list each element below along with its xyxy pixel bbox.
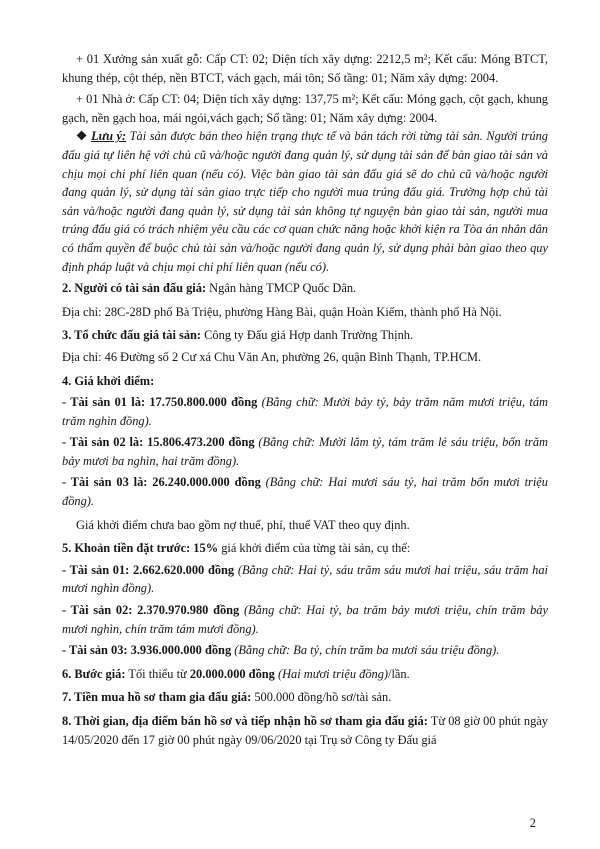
step-post: /lần. [388,666,410,681]
fee-value: 500.000 đồng/hồ sơ/tài sản. [251,690,392,705]
start-price-note: Giá khởi điểm chưa bao gồm nợ thuế, phí, thuế VAT theo quy định. [76,517,410,532]
org-heading: 3. Tổ chức đấu giá tài sản: [62,328,202,343]
start-price-words: (Bằng chữ: Mười bảy tỷ, bảy trăm năm mươi triệu, tám trăm nghìn đồng). [62,395,548,428]
note-paragraph [62,127,548,276]
org-line [62,326,548,345]
start-price-amount: - Tài sản 01 là: 17.750.800.000 đồng [62,395,258,410]
start-price-item-2 [62,433,548,470]
start-price-amount: - Tài sản 03 là: 26.240.000.000 đồng [62,475,261,490]
time-place-heading: 8. Thời gian, địa điểm bán hồ sơ và tiếp nhận hồ sơ tham gia đấu giá: [62,714,428,728]
note-label: Lưu ý: [91,129,127,144]
deposit-amount: - Tài sản 01: 2.662.620.000 đồng [62,562,235,577]
asset-item-workshop: + 01 Xưởng sản xuất gỗ: Cấp CT: 02; Diện tích xây dựng: 2212,5 m²; Kết cấu: Móng BTCT, khung thép, cột thép, nền BTCT, vách gạch, mái tôn; Số tầng: 01; Năm xây dựng: 2004. [62,52,548,85]
step-heading: 6. Bước giá: [62,666,126,681]
deposit-item-2 [62,601,548,638]
deposit-words: (Bằng chữ: Hai tỷ, ba trăm bảy mươi triệu, chín trăm bảy mươi nghìn, chín trăm tám mươi đồng). [62,603,548,636]
step-line [62,665,548,684]
start-price-words: (Bằng chữ: Mười lăm tỷ, tám trăm lẻ sáu triệu, bốn trăm bảy mươi ba nghìn, hai trăm đồng). [62,435,548,468]
time-place-line [62,712,548,749]
deposit-item-1 [62,561,548,598]
owner-name: Ngân hàng TMCP Quốc Dân. [206,281,357,296]
diamond-bullet-icon: ❖ [76,129,88,144]
start-price-amount: - Tài sản 02 là: 15.806.473.200 đồng [62,435,255,450]
deposit-line [62,539,548,558]
page-number: 2 [529,816,536,830]
document-body [62,50,548,749]
asset-item-house: + 01 Nhà ở: Cấp CT: 04; Diện tích xây dựng: 137,75 m²; Kết cấu: Móng gạch, cột gạch, khung gạch, nền gạch hoa, mái ngói,vách gạch; Số tầng: 01; Năm xây dựng: 2004. [62,92,548,125]
org-name: Công ty Đấu giá Hợp danh Trường Thịnh. [201,328,414,343]
start-price-item-3 [62,473,548,510]
fee-heading: 7. Tiền mua hồ sơ tham gia đấu giá: [62,690,252,705]
time-place-text: Từ 08 giờ 00 phút ngày 14/05/2020 đến 17 giờ 00 phút ngày 09/06/2020 tại Trụ sở Công ty Đấu giá [62,714,549,747]
start-price-words: (Bằng chữ: Hai mươi sáu tỷ, hai trăm bốn mươi triệu đồng). [62,475,548,509]
owner-heading: 2. Người có tài sản đấu giá: [62,281,207,296]
deposit-amount: - Tài sản 03: 3.936.000.000 đồng [62,643,232,658]
org-address: Địa chỉ: 46 Đường số 2 Cư xá Chu Văn An, phường 26, quận Bình Thạnh, TP.HCM. [62,349,482,364]
deposit-item-3 [62,641,548,660]
fee-line [62,688,548,707]
deposit-words: (Bằng chữ: Hai tỷ, sáu trăm sáu mươi hai triệu, sáu trăm hai mươi nghìn đồng). [62,562,549,596]
deposit-words: (Bằng chữ: Ba tỷ, chín trăm ba mươi sáu triệu đồng). [231,643,500,658]
owner-line [62,279,548,298]
deposit-heading-rest: giá khởi điểm của từng tài sản, cụ thể: [218,541,411,556]
start-price-heading: 4. Giá khởi điểm: [62,373,155,388]
step-amount: 20.000.000 đồng [189,666,275,681]
step-words: (Hai mươi triệu đồng) [274,666,389,681]
start-price-item-1 [62,393,548,430]
step-pre: Tối thiểu từ [125,666,190,681]
deposit-heading: 5. Khoản tiền đặt trước: 15% [62,541,219,556]
note-text: Tài sản được bán theo hiện trạng thực tế và bán tách rời từng tài sản. Người trúng đấu giá tự liên hệ với chủ cũ và/hoặc người đang quản lý, sử dụng tài sản để bàn giao tài sản và chịu mọi chi phí liên quan (nếu có). Việc bàn giao tài sản đấu giá sẽ do chủ cũ và/hoặc người đang quản lý, sử dụng tài sản giao trực tiếp cho người mua trúng đấu giá. Trường hợp chủ tài sản và/hoặc người đang quản lý, sử dụng tài sản không tự nguyện bàn giao tài sản, người mua trúng đấu giá có trách nhiệm yêu cầu các cơ quan chức năng hoặc khởi kiện ra Tòa án nhân dân có thẩm quyền để buộc chủ tài sản và/hoặc người đang quản lý, sử dụng phải bàn giao theo quy định pháp luật và chịu mọi chi phí liên quan (nếu có). [62,129,548,274]
owner-address: Địa chỉ: 28C-28D phố Bà Triệu, phường Hàng Bài, quận Hoàn Kiếm, thành phố Hà Nội. [62,304,502,319]
deposit-amount: - Tài sản 02: 2.370.970.980 đồng [62,603,240,618]
